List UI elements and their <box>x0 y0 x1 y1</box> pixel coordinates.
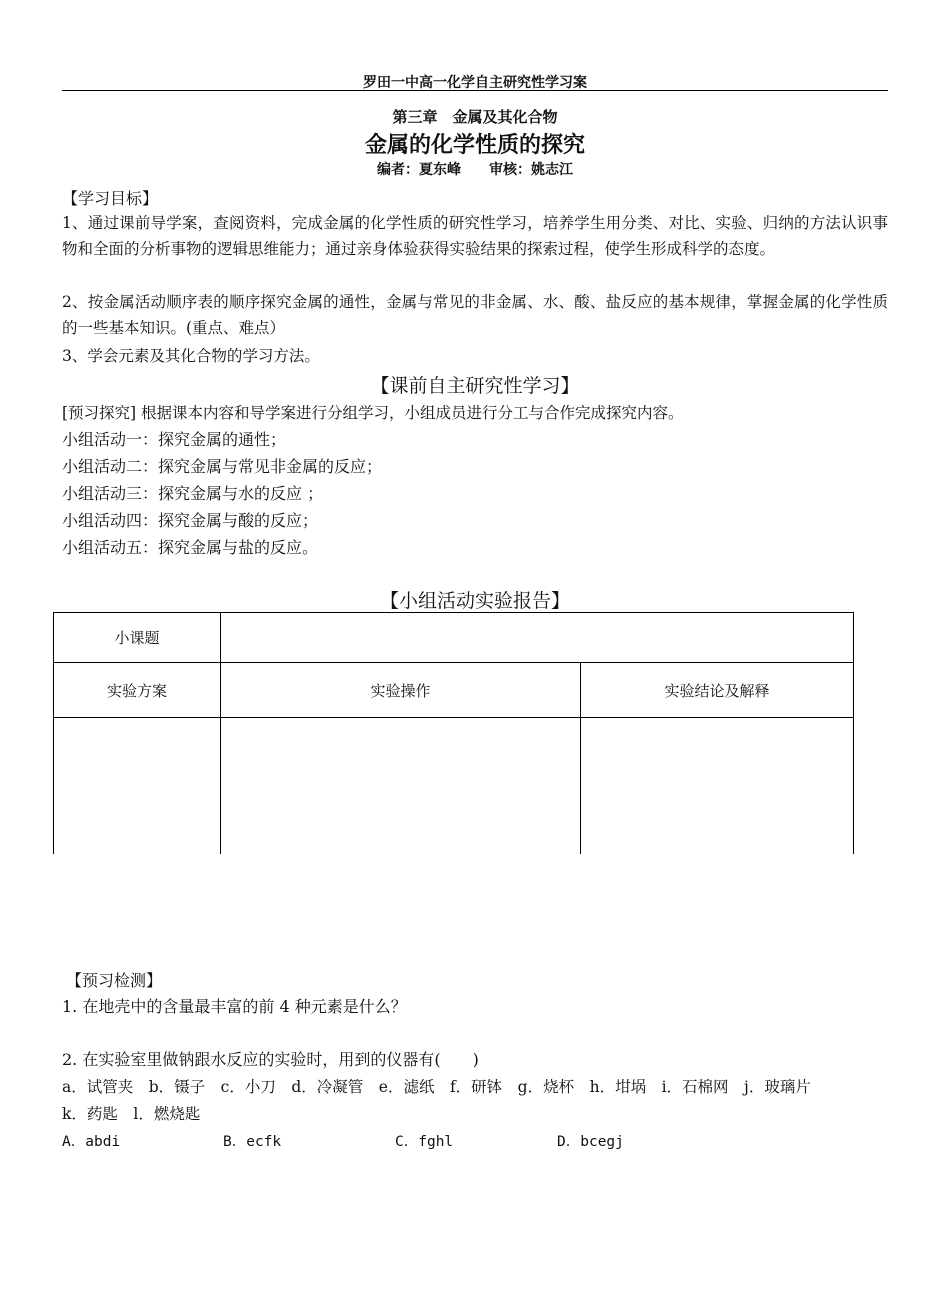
objective-item-3: 3、学会元素及其化合物的学习方法。 <box>62 347 320 365</box>
preclass-heading: 【课前自主研究性学习】 <box>370 375 580 397</box>
activity-item-2: 小组活动二：探究金属与常见非金属的反应； <box>62 457 383 476</box>
question-1: 1. 在地壳中的含量最丰富的前 4 种元素是什么？ <box>62 997 407 1016</box>
page-header: 罗田一中高一化学自主研究性学习案 <box>363 75 587 91</box>
report-table <box>53 612 854 854</box>
preclass-intro: [预习探究] 根据课本内容和导学案进行分组学习，小组成员进行分工与合作完成探究内容。 <box>62 404 684 422</box>
instruments-line-1: a．试管夹 b．镊子 c．小刀 d．冷凝管 e．滤纸 f．研钵 g．烧杯 h．坩埚 i．石棉网 j．玻璃片 <box>62 1078 811 1096</box>
option-d: D．bcegj <box>557 1134 624 1150</box>
option-c: C．fghl <box>395 1134 454 1150</box>
column-header-plan: 实验方案 <box>54 663 221 718</box>
objectives-heading: 【学习目标】 <box>62 189 159 208</box>
objective-item-2: 2、按金属活动顺序表的顺序探究金属的通性，金属与常见的非金属、水、酸、盐反应的基本规律，掌握金属的化学性质的一些基本知识。(重点、难点） <box>62 293 888 337</box>
conclusion-cell[interactable] <box>581 718 854 854</box>
operation-cell[interactable] <box>221 718 581 854</box>
chapter-title: 第三章 金属及其化合物 <box>392 108 558 126</box>
activity-item-3: 小组活动三：探究金属与水的反应 ； <box>62 484 324 503</box>
activity-item-5: 小组活动五：探究金属与盐的反应。 <box>62 538 319 557</box>
option-a: A．abdi <box>62 1134 121 1150</box>
check-heading: 【预习检测】 <box>66 971 163 990</box>
instruments-line-2: k．药匙 l．燃烧匙 <box>62 1105 201 1123</box>
option-b: B．ecfk <box>223 1134 282 1150</box>
header-rule <box>62 90 888 91</box>
column-header-conclusion: 实验结论及解释 <box>581 663 854 718</box>
main-title: 金属的化学性质的探究 <box>364 133 585 158</box>
report-heading: 【小组活动实验报告】 <box>379 590 570 612</box>
subtopic-label: 小课题 <box>54 613 221 663</box>
question-2: 2. 在实验室里做钠跟水反应的实验时，用到的仪器有( ) <box>62 1050 479 1069</box>
column-header-operation: 实验操作 <box>221 663 581 718</box>
plan-cell[interactable] <box>54 718 221 854</box>
activity-item-1: 小组活动一：探究金属的通性； <box>62 430 287 449</box>
subtopic-cell[interactable] <box>221 613 854 663</box>
activity-item-4: 小组活动四：探究金属与酸的反应； <box>62 511 319 530</box>
objective-item-1: 1、通过课前导学案，查阅资料，完成金属的化学性质的研究性学习，培养学生用分类、对比、实验、归纳的方法认识事物和全面的分析事物的逻辑思维能力；通过亲身体验获得实验结果的探索过程，使学生形成科学的态度。 <box>62 214 888 258</box>
authors-line: 编者：夏东峰 审核：姚志江 <box>377 162 573 178</box>
